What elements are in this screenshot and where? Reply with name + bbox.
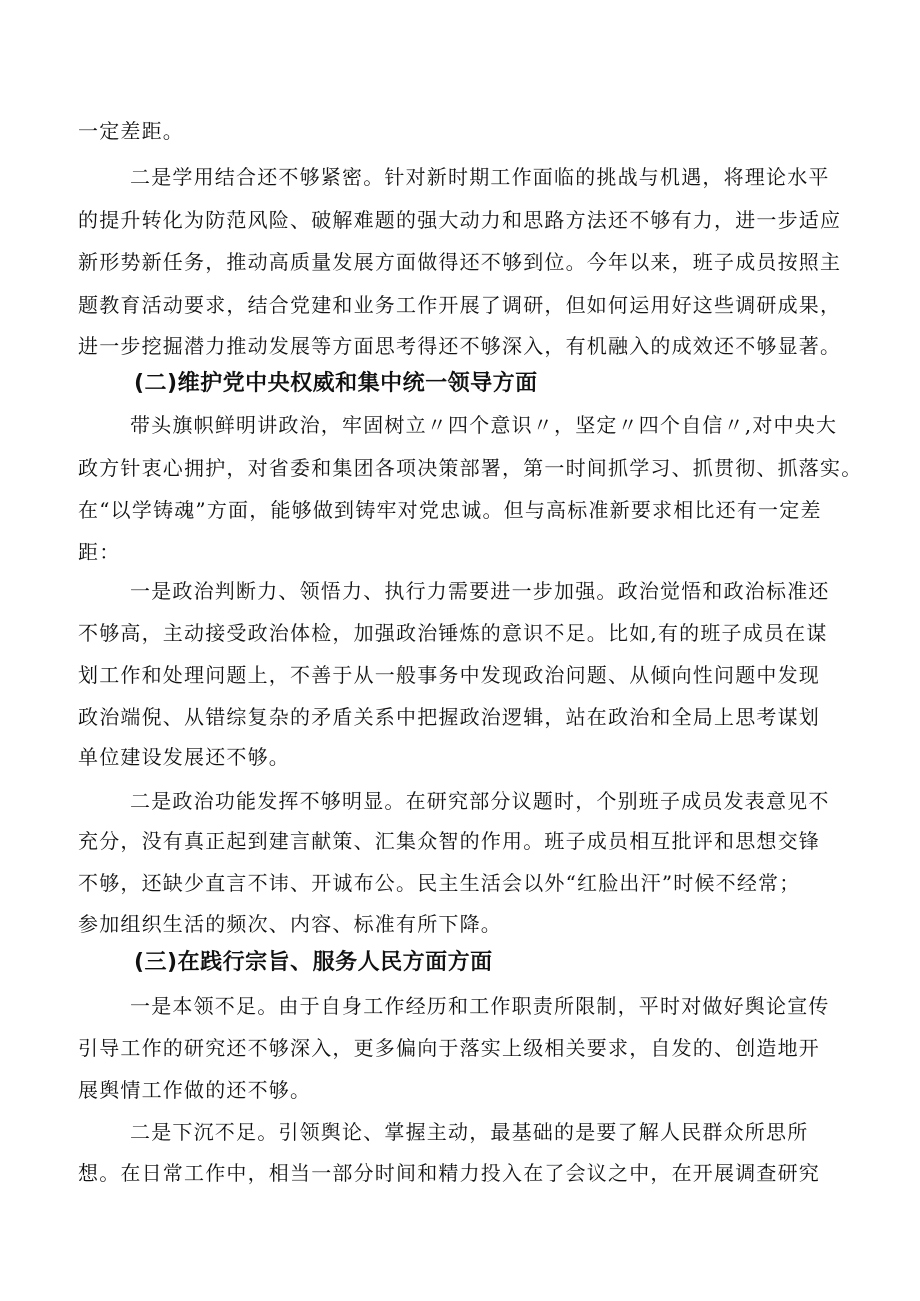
text-line: 一定差距。 bbox=[78, 119, 184, 143]
text-line: 二是政治功能发挥不够明显。在研究部分议题时，个别班子成员发表意见不 bbox=[130, 789, 830, 813]
text-line: 题教育活动要求，结合党建和业务工作开展了调研，但如何运用好这些调研成果， bbox=[78, 293, 842, 317]
section-heading: (三)在践行宗旨、服务人民方面方面 bbox=[134, 950, 493, 975]
text-line: 想。在日常工作中，相当一部分时间和精力投入在了会议之中，在开展调查研究 bbox=[78, 1161, 820, 1185]
text-line: 政方针衷心拥护，对省委和集团各项决策部署，第一时间抓学习、抓贯彻、抓落实。 bbox=[78, 456, 863, 480]
text-line: 参加组织生活的频次、内容、标准有所下降。 bbox=[78, 912, 502, 936]
text-line: 不够，还缺少直言不讳、开诚布公。民主生活会以外“红脸出汗”时候不经常； bbox=[78, 871, 801, 895]
text-line: 距： bbox=[78, 540, 121, 564]
text-line: 的提升转化为防范风险、破解难题的强大动力和思路方法还不够有力，进一步适应 bbox=[78, 208, 842, 232]
text-line: 二是下沉不足。引领舆论、掌握主动，最基础的是要了解人民群众所思所 bbox=[130, 1120, 809, 1144]
text-line: 一是政治判断力、领悟力、执行力需要进一步加强。政治觉悟和政治标准还 bbox=[130, 579, 830, 603]
text-line: 划工作和处理问题上，不善于从一般事务中发现政治问题、从倾向性问题中发现 bbox=[78, 663, 820, 687]
section-heading: (二)维护党中央权威和集中统一领导方面 bbox=[134, 371, 538, 396]
text-line: 新形势新任务，推动高质量发展方面做得还不够到位。今年以来，班子成员按照主 bbox=[78, 250, 842, 274]
text-line: 不够高，主动接受政治体检，加强政治锤炼的意识不足。比如,有的班子成员在谋 bbox=[78, 621, 828, 645]
text-line: 单位建设发展还不够。 bbox=[78, 745, 290, 769]
text-line: 充分，没有真正起到建言献策、汇集众智的作用。班子成员相互批评和思想交锋 bbox=[78, 829, 820, 853]
text-line: 一是本领不足。由于自身工作经历和工作职责所限制，平时对做好舆论宣传 bbox=[130, 994, 830, 1018]
text-line: 进一步挖掘潜力推动发展等方面思考得还不够深入，有机融入的成效还不够显著。 bbox=[78, 334, 842, 358]
text-line: 带头旗帜鲜明讲政治，牢固树立〃四个意识〃，坚定〃四个自信〃,对中央大 bbox=[130, 413, 838, 437]
text-line: 二是学用结合还不够紧密。针对新时期工作面临的挑战与机遇，将理论水平 bbox=[130, 165, 830, 189]
text-line: 展舆情工作做的还不够。 bbox=[78, 1078, 312, 1102]
text-line: 政治端倪、从错综复杂的矛盾关系中把握政治逻辑，站在政治和全局上思考谋划 bbox=[78, 705, 820, 729]
text-line: 在“以学铸魂”方面，能够做到铸牢对党忠诚。但与高标准新要求相比还有一定差 bbox=[78, 498, 822, 522]
text-line: 引导工作的研究还不够深入，更多偏向于落实上级相关要求，自发的、创造地开 bbox=[78, 1036, 820, 1060]
